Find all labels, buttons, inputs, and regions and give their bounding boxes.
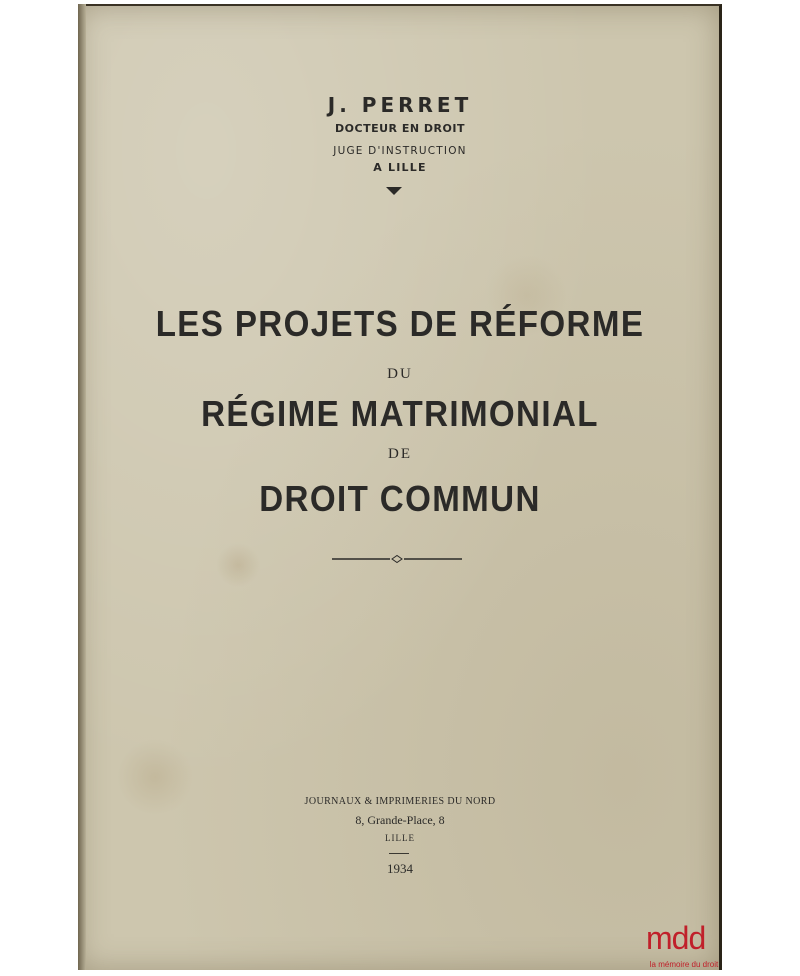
title-line-3: RÉGIME MATRIMONIAL bbox=[201, 393, 599, 434]
watermark-tagline: la mémoire du droit bbox=[649, 960, 719, 969]
watermark-logo bbox=[642, 920, 726, 972]
author-degree: DOCTEUR EN DROIT bbox=[335, 122, 465, 135]
ornamental-rule-icon bbox=[332, 554, 462, 564]
triangle-down-icon bbox=[386, 187, 402, 195]
title-line-4: DE bbox=[388, 446, 412, 462]
title-line-5: DROIT COMMUN bbox=[259, 478, 541, 519]
publisher-address: 8, Grande-Place, 8 bbox=[355, 813, 445, 827]
divider-dash bbox=[389, 853, 409, 854]
author-location: A LILLE bbox=[373, 161, 427, 174]
author-name: J. PERRET bbox=[327, 93, 473, 117]
publisher-city: LILLE bbox=[385, 833, 415, 843]
publisher-name: JOURNAUX & IMPRIMERIES DU NORD bbox=[304, 796, 496, 807]
publication-year: 1934 bbox=[387, 861, 413, 876]
title-line-1: LES PROJETS DE RÉFORME bbox=[155, 303, 645, 344]
title-line-2: DU bbox=[387, 366, 413, 382]
watermark-mark: mdd bbox=[646, 920, 706, 956]
author-position: JUGE D'INSTRUCTION bbox=[333, 145, 467, 157]
